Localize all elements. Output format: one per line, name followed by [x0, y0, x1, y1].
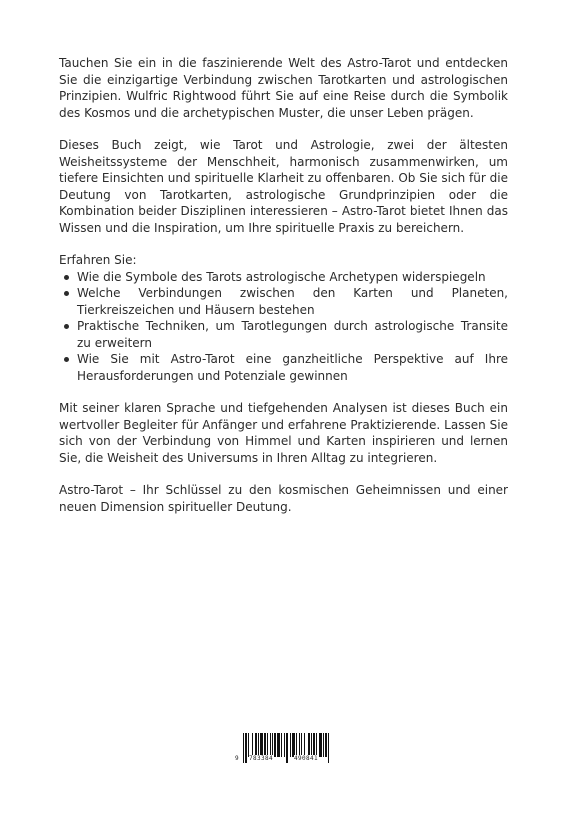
barcode-lead-digit: 9	[235, 755, 240, 762]
barcode-bar	[304, 733, 305, 757]
barcode-bar	[284, 733, 285, 757]
list-item-text: Welche Verbindungen zwischen den Karten und Planeten, Tierkreiszeichen und Häusern bestehen	[77, 286, 508, 317]
barcode-bar	[316, 733, 317, 757]
barcode-bar	[296, 733, 297, 757]
barcode-bar	[248, 733, 249, 757]
list-item-text: Praktische Techniken, um Tarotlegungen durch astrologische Transite zu erweitern	[77, 319, 508, 350]
barcode-bar	[270, 733, 271, 757]
barcode-bar	[245, 733, 247, 763]
barcode-digits-group2: 490841	[294, 755, 319, 762]
barcode-bar	[274, 733, 276, 757]
blurb-text	[59, 55, 508, 531]
barcode-bar	[281, 733, 282, 757]
bullet-icon	[64, 324, 69, 329]
list-item	[59, 318, 508, 351]
barcode-digits-group1: 783384	[249, 755, 274, 762]
barcode-bar	[258, 733, 259, 757]
barcode-bar	[328, 733, 329, 763]
barcode-bar	[319, 733, 322, 757]
bullet-icon	[64, 291, 69, 296]
closing-paragraph: Mit seiner klaren Sprache und tiefgehenden Analysen ist dieses Buch ein wertvoller Begleiter für Anfänger und erfahrene Praktizierende. Lassen Sie sich von der Verbindung von Himmel und Karten inspirieren und lernen Sie, die Weisheit des Universums in Ihren Alltag zu integrieren.	[59, 401, 508, 465]
intro-paragraph: Tauchen Sie ein in die faszinierende Welt des Astro-Tarot und entdecken Sie die einzigartige Verbindung zwischen Tarotkarten und astrologischen Prinzipien. Wulfric Rightwood führt Sie auf eine Reise durch die Symbolik des Kosmos und die archetypischen Muster, die unser Leben prägen.	[59, 56, 508, 120]
list-item	[59, 351, 508, 384]
list-item-text: Wie die Symbole des Tarots astrologische Archetypen widerspiegeln	[77, 269, 486, 284]
barcode-bar	[277, 733, 280, 757]
barcode-bar	[308, 733, 310, 757]
bullet-icon	[64, 357, 69, 362]
list-item	[59, 269, 508, 286]
barcode-bar	[286, 733, 288, 763]
barcode-bar	[323, 733, 324, 757]
barcode-bar	[272, 733, 273, 757]
list-item-text: Wie Sie mit Astro-Tarot eine ganzheitliche Perspektive auf Ihre Herausforderungen und Potenziale gewinnen	[77, 352, 508, 383]
barcode-bar	[301, 733, 302, 757]
barcode-bar	[311, 733, 312, 757]
barcode-bar	[255, 733, 257, 757]
barcode-bar	[260, 733, 263, 757]
tagline-paragraph: Astro-Tarot – Ihr Schlüssel zu den kosmischen Geheimnissen und einer neuen Dimension spiritueller Deutung.	[59, 483, 508, 514]
barcode-bar	[252, 733, 253, 757]
barcode-bar	[264, 733, 266, 757]
barcode-bar	[299, 733, 300, 757]
benefits-list	[59, 269, 508, 385]
list-heading: Erfahren Sie:	[59, 253, 137, 267]
barcode-bar	[313, 733, 315, 757]
description-paragraph: Dieses Buch zeigt, wie Tarot und Astrologie, zwei der ältesten Weisheitssysteme der Menschheit, harmonisch zusammenwirken, um tiefere Einsichten und spirituelle Klarheit zu offenbaren. Ob Sie sich für die Deutung von Tarotkarten, astrologische Grundprinzipien oder die Kombination beider Disziplinen interessieren – Astro-Tarot bietet Ihnen das Wissen und die Inspiration, um Ihre spirituelle Praxis zu bereichern.	[59, 138, 508, 235]
barcode-bar	[325, 733, 327, 757]
bullet-icon	[64, 275, 69, 280]
barcode-bar	[267, 733, 268, 757]
barcode-bar	[292, 733, 295, 757]
list-item	[59, 285, 508, 318]
barcode-bar	[243, 733, 244, 763]
barcode-bar	[290, 733, 291, 757]
isbn-barcode	[235, 733, 343, 767]
